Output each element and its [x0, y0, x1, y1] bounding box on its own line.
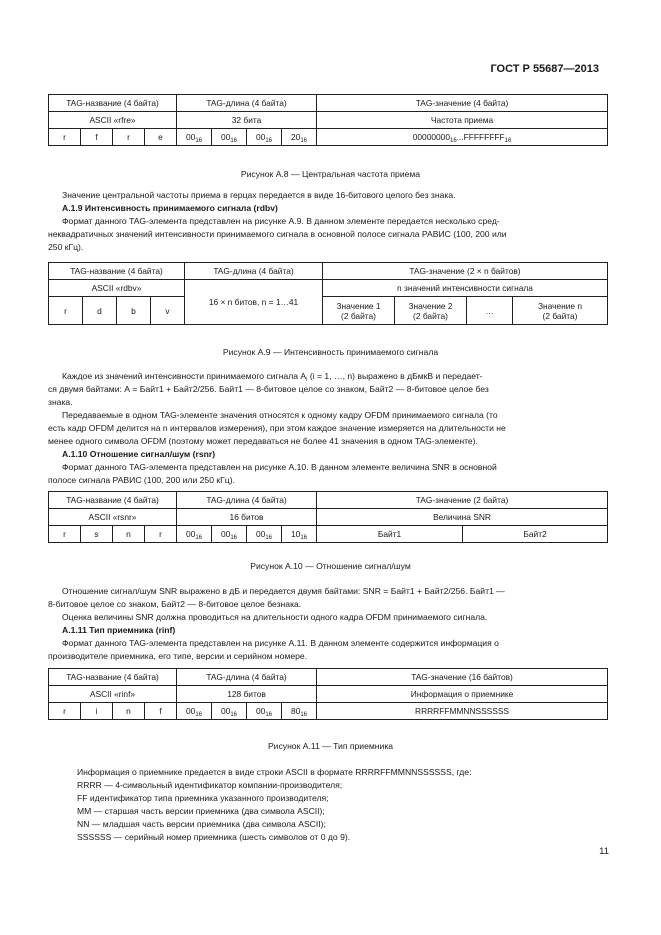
tag-value-header: TAG-значение (2 × n байтов) [323, 263, 608, 280]
paragraph [48, 383, 608, 409]
length-cell: 16 битов [177, 509, 317, 526]
length-byte [212, 129, 247, 146]
tag-name-header: TAG-название (4 байта) [49, 95, 177, 112]
text-line: 8-битовое целое со знаком, Байт2 — 8-битовое целое безнака. [48, 599, 302, 609]
text-line: 250 кГц). [48, 242, 84, 252]
format-description [77, 766, 597, 844]
length-byte [282, 526, 317, 543]
char-cell: v [151, 297, 185, 325]
char-cell: f [145, 703, 177, 720]
byte-base: 16 [265, 138, 272, 144]
tag-name-header: TAG-название (4 байта) [49, 263, 185, 280]
char-cell: f [81, 129, 113, 146]
byte-value: 00 [220, 706, 231, 716]
figure-caption-a9: Рисунок А.9 — Интенсивность принимаемого сигнала [222, 347, 439, 357]
text-line: знака. [48, 397, 73, 407]
ascii-cell: ASCII «rinf» [49, 686, 177, 703]
section-heading-a19: А.1.9 Интенсивность принимаемого сигнала (rdbv) [62, 203, 278, 213]
char-cell: i [81, 703, 113, 720]
byte-value: 00 [185, 529, 196, 539]
text-line [62, 370, 590, 383]
text-line: неквадратичных значений интенсивности принимаемого сигнала в основной полосе сигнала РАВИС (100, 200 или [48, 229, 507, 239]
value-n-cell [513, 297, 608, 325]
char-cell: n [113, 526, 145, 543]
table-a11 [48, 668, 608, 720]
length-byte [282, 703, 317, 720]
byte-value: 00 [255, 529, 266, 539]
figure-caption-a10: Рисунок А.10 — Отношение сигнал/шум [250, 561, 411, 571]
text-line: производителе приемника, его типе, версии и серийном номере. [48, 651, 308, 661]
byte-base: 16 [195, 712, 202, 718]
length-byte [177, 129, 212, 146]
value-cell: Величина SNR [317, 509, 608, 526]
text-line: Формат данного TAG-элемента представлен на рисунке А.10. В данном элементе величина SNR в основной [62, 462, 497, 472]
text-line: ся двумя байтами: А = Байт1 + Байт2/256. Байт1 — 8-битовое целое со знаком, Байт2 — 8-битовое целое без [48, 384, 489, 394]
paragraph: Оценка величины SNR должна проводиться на длительности одного кадра OFDM принимаемого сигнала. [62, 612, 488, 622]
tag-name-header: TAG-название (4 байта) [49, 669, 177, 686]
byte-value: 00 [185, 132, 196, 142]
length-byte [212, 703, 247, 720]
byte-base: 16 [230, 712, 237, 718]
ascii-cell: ASCII «rdbv» [49, 280, 185, 297]
byte-base: 16 [265, 712, 272, 718]
section-heading-a111: А.1.11 Тип приемника (rinf) [62, 625, 176, 635]
length-byte [282, 129, 317, 146]
value-bytes-end: ...FFFFFFFF [456, 132, 505, 142]
list-item: MM — старшая часть версии приемника (два символа ASCII); [77, 806, 325, 816]
text-line: Отношение сигнал/шум SNR выражено в дБ и передается двумя байтами: SNR = Байт1 + Байт2/256. Байт1 — [62, 586, 505, 596]
paragraph [62, 637, 590, 650]
byte-base: 16 [300, 138, 308, 144]
paragraph [48, 228, 608, 254]
byte-value: 00 [255, 706, 266, 716]
tag-value-header: TAG-значение (16 байтов) [317, 669, 608, 686]
subscript: i [306, 377, 308, 383]
paragraph [48, 474, 608, 487]
ellipsis-cell: … [467, 297, 513, 325]
char-cell: r [145, 526, 177, 543]
text-line: есть кадр OFDM делится на n интервалов измерения), при этом каждое значение измеряется на длительности не [48, 423, 506, 433]
value-label: Значение n [537, 300, 583, 311]
table-a10 [48, 491, 608, 543]
value-cell: n значений интенсивности сигнала [323, 280, 608, 297]
length-byte [177, 526, 212, 543]
byte-value: 10 [291, 529, 301, 539]
char-cell: r [113, 129, 145, 146]
value-2-cell [395, 297, 467, 325]
char-cell: b [117, 297, 151, 325]
byte-base: 16 [300, 712, 308, 718]
tag-length-header: TAG-длина (4 байта) [185, 263, 323, 280]
length-byte [247, 703, 282, 720]
tag-value-header: TAG-значение (4 байта) [317, 95, 608, 112]
value-cell: Информация о приемнике [317, 686, 608, 703]
char-cell: d [83, 297, 117, 325]
text-line: Формат данного TAG-элемента представлен на рисунке А.11. В данном элементе содержится информация о [62, 638, 499, 648]
length-byte [247, 526, 282, 543]
value-cell: Частота приема [317, 112, 608, 129]
value-size: (2 байта) [341, 310, 376, 321]
length-cell: 128 битов [177, 686, 317, 703]
byte-base: 16 [195, 535, 202, 541]
list-item: FF идентификатор типа приемника указанного производителя; [77, 793, 329, 803]
char-cell: r [49, 703, 81, 720]
figure-caption-a8: Рисунок А.8 — Центральная частота приема [240, 169, 421, 179]
byte-base: 16 [265, 535, 272, 541]
value-label: Значение 2 [408, 300, 453, 311]
length-cell: 32 бита [177, 112, 317, 129]
paragraph [48, 598, 608, 611]
document-header: ГОСТ Р 55687—2013 [490, 63, 599, 75]
byte-value: 20 [291, 132, 301, 142]
char-cell: s [81, 526, 113, 543]
table-a8 [48, 94, 608, 146]
value-bytes: RRRRFFMMNNSSSSSS [317, 703, 608, 720]
text-line: полосе сигнала РАВИС (100, 200 или 250 кГц). [48, 475, 235, 485]
byte-base: 16 [230, 535, 237, 541]
length-byte [247, 129, 282, 146]
paragraph [48, 422, 608, 448]
value-bytes-start: 00000000 [412, 132, 450, 142]
char-cell: n [113, 703, 145, 720]
list-item: SSSSSS — серийный номер приемника (шесть символов от 0 до 9). [77, 832, 351, 842]
byte-value: 80 [291, 706, 301, 716]
paragraph: Значение центральной частоты приема в герцах передается в виде 16-битового целого без знака. [62, 190, 456, 200]
list-item: Информация о приемнике предается в виде строки ASCII в формате RRRRFFMMNNSSSSSS, где: [77, 767, 472, 777]
byte-value: 00 [255, 132, 266, 142]
paragraph [62, 409, 590, 422]
char-cell: r [49, 526, 81, 543]
char-cell: e [145, 129, 177, 146]
byte-base: 16 [230, 138, 237, 144]
figure-caption-a11: Рисунок А.11 — Тип приемника [267, 741, 394, 751]
paragraph [62, 461, 590, 474]
tag-length-header: TAG-длина (4 байта) [177, 492, 317, 509]
char-cell: r [49, 129, 81, 146]
tag-value-header: TAG-значение (2 байта) [317, 492, 608, 509]
list-item: NN — младшая часть версии приемника (два символа ASCII); [77, 819, 326, 829]
value-size: (2 байта) [542, 310, 578, 321]
value-1-cell [323, 297, 395, 325]
paragraph [62, 585, 590, 598]
list-item: RRRR — 4-символьный идентификатор компании-производителя; [77, 780, 343, 790]
length-cell: 16 × n битов, n = 1…41 [185, 280, 323, 325]
page-number: 11 [599, 846, 609, 857]
value-size: (2 байта) [413, 310, 448, 321]
tag-name-header: TAG-название (4 байта) [49, 492, 177, 509]
value-label: Значение 1 [336, 300, 381, 311]
ascii-cell: ASCII «rfre» [49, 112, 177, 129]
length-byte [212, 526, 247, 543]
byte-value: 00 [220, 529, 231, 539]
byte-base: 16 [504, 138, 512, 144]
byte-value: 00 [220, 132, 231, 142]
paragraph [62, 215, 590, 228]
byte1-cell: Байт1 [317, 526, 463, 543]
paragraph [62, 370, 590, 383]
tag-length-header: TAG-длина (4 байта) [177, 95, 317, 112]
text-fragment: (i = 1, …, n) выражено в дБмкВ и передает- [307, 371, 483, 381]
length-byte [177, 703, 212, 720]
ascii-cell: ASCII «rsnr» [49, 509, 177, 526]
section-heading-a110: А.1.10 Отношение сигнал/шум (rsnr) [62, 449, 216, 459]
char-cell: r [49, 297, 83, 325]
text-line: Передаваемые в одном TAG-элементе значения относятся к одному кадру OFDM принимаемого сигнала (то [62, 410, 498, 420]
text-line: Формат данного TAG-элемента представлен на рисунке А.9. В данном элементе передается несколько сред- [62, 216, 500, 226]
byte-base: 16 [300, 535, 308, 541]
byte-value: 00 [185, 706, 196, 716]
table-a9 [48, 262, 608, 325]
byte-base: 16 [195, 138, 202, 144]
paragraph [48, 650, 608, 663]
text-line: менее одного символа OFDM (поэтому может передаваться не более 41 значения в одном TAG-элементе). [48, 436, 478, 446]
value-bytes [317, 129, 608, 146]
tag-length-header: TAG-длина (4 байта) [177, 669, 317, 686]
text-fragment: Каждое из значений интенсивности принимаемого сигнала А [62, 371, 307, 381]
byte-base: 16 [450, 138, 457, 144]
byte2-cell: Байт2 [463, 526, 608, 543]
